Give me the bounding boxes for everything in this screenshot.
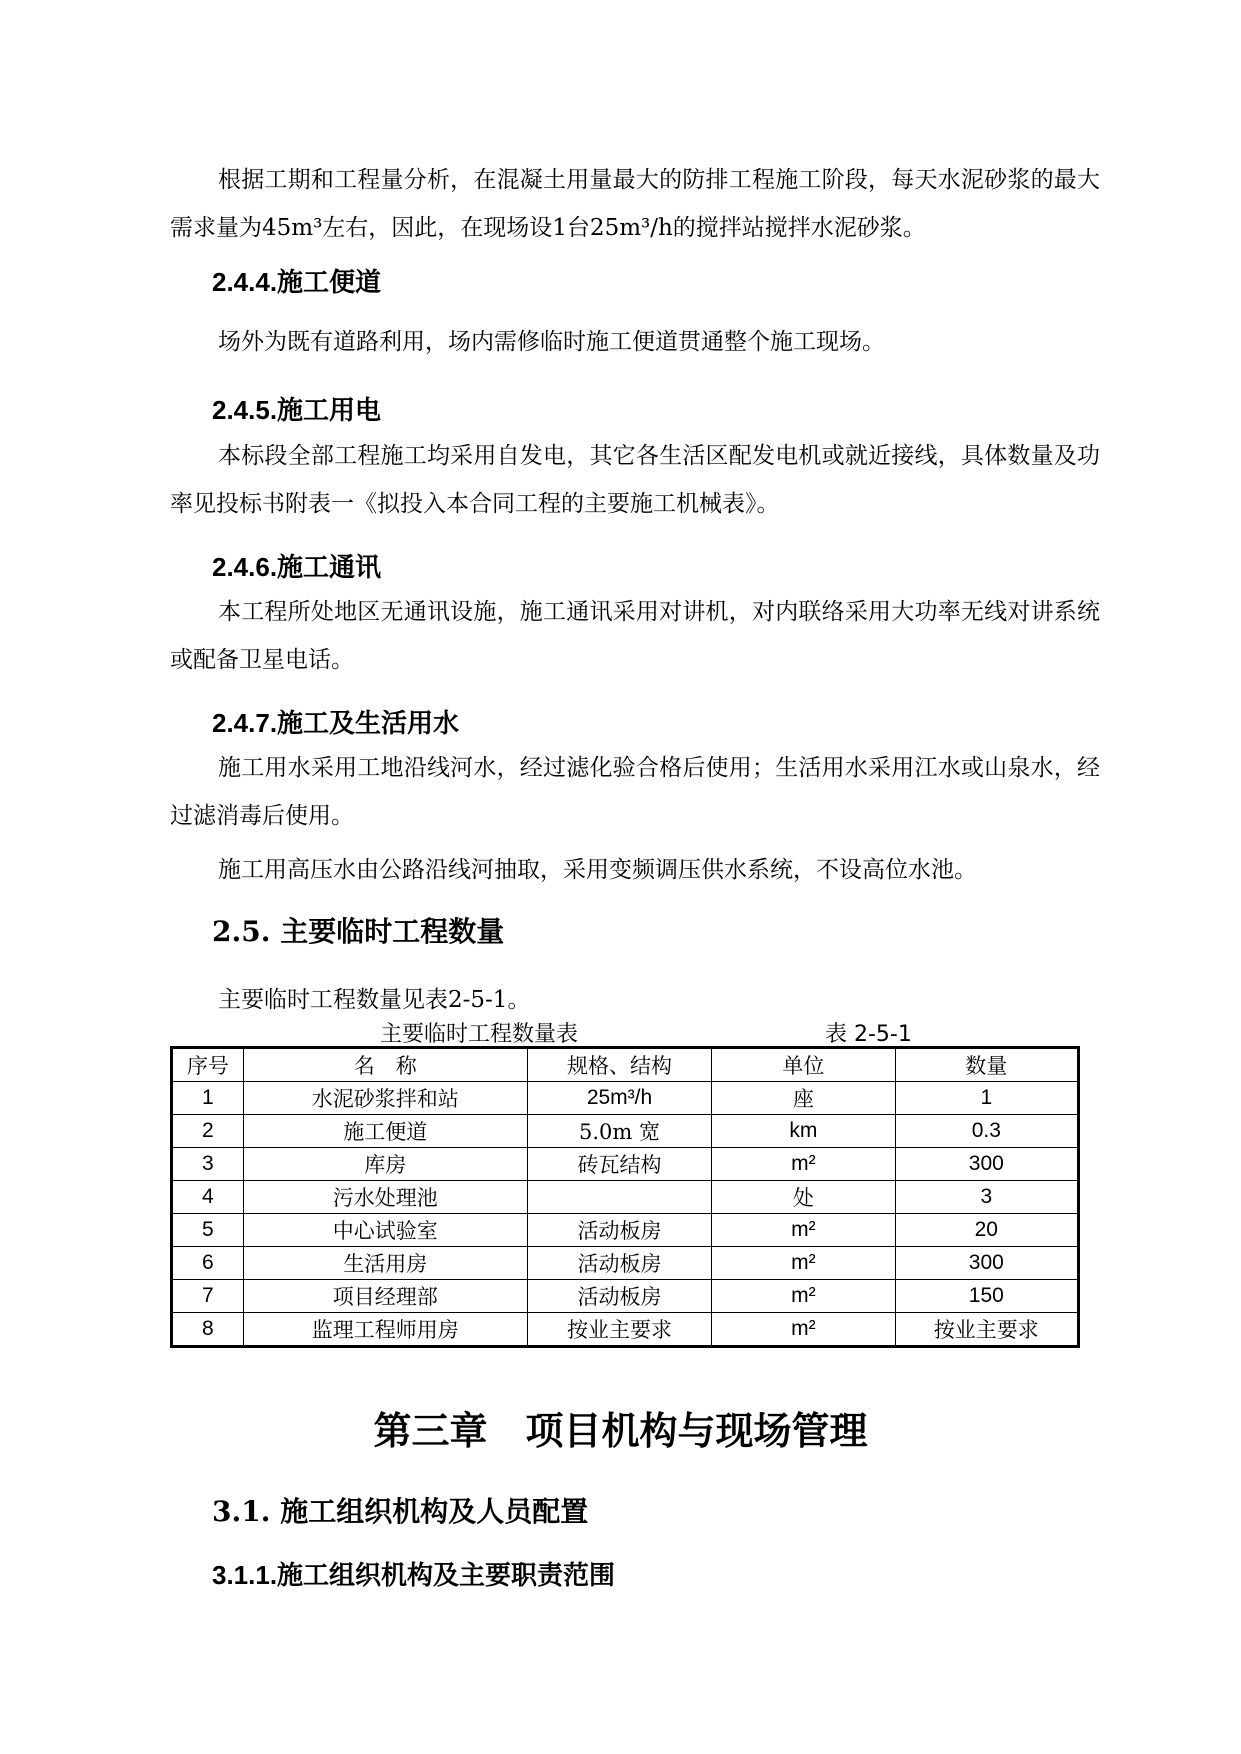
heading-2-4-6: 2.4.6.施工通讯 [212,552,382,582]
cell-unit: m² [712,1214,895,1247]
cell-quantity: 0.3 [895,1115,1078,1148]
cell-quantity: 300 [895,1247,1078,1280]
cell-spec: 砖瓦结构 [527,1148,711,1181]
paragraph-mixer-capacity: 根据工期和工程量分析，在混凝土用量最大的防排工程施工阶段，每天水泥砂浆的最大需求量为45m³左右，因此，在现场设1台25m³/h的搅拌站搅拌水泥砂浆。 [170,167,1100,241]
header-cell: 序号 [172,1048,244,1082]
cell-index: 1 [172,1082,244,1115]
cell-index: 4 [172,1181,244,1214]
cell-name: 水泥砂浆拌和站 [243,1082,527,1115]
heading-2-4-5: 2.4.5.施工用电 [212,395,382,425]
header-cell: 单位 [712,1048,895,1082]
table-header-row [172,1048,1079,1082]
cell-quantity: 20 [895,1214,1078,1247]
temporary-works-table [170,1046,1080,1348]
cell-spec [527,1181,711,1214]
table-title: 主要临时工程数量表 [380,1022,579,1047]
cell-unit: m² [712,1313,895,1347]
table-row [172,1214,1079,1247]
table-row [172,1181,1079,1214]
table-row [172,1115,1079,1148]
table-row [172,1247,1079,1280]
cell-name: 中心试验室 [243,1214,527,1247]
cell-quantity: 150 [895,1280,1078,1313]
cell-name: 污水处理池 [243,1181,527,1214]
cell-spec: 活动板房 [527,1214,711,1247]
cell-name: 项目经理部 [243,1280,527,1313]
table-row [172,1148,1079,1181]
cell-unit: km [712,1115,895,1148]
table-number: 表 2-5-1 [825,1022,912,1047]
table-row [172,1313,1079,1347]
cell-index: 5 [172,1214,244,1247]
heading-2-4-4: 2.4.4.施工便道 [212,267,382,297]
paragraph-table-reference: 主要临时工程数量见表2-5-1。 [218,987,531,1013]
cell-unit: 座 [712,1082,895,1115]
table-row [172,1280,1079,1313]
cell-quantity: 300 [895,1148,1078,1181]
cell-quantity: 按业主要求 [895,1313,1078,1347]
cell-unit: m² [712,1247,895,1280]
cell-spec: 5.0m 宽 [527,1115,711,1148]
header-cell: 规格、结构 [527,1048,711,1082]
paragraph-water-2: 施工用高压水由公路沿线河抽取，采用变频调压供水系统，不设高位水池。 [218,857,977,883]
heading-2-4-7: 2.4.7.施工及生活用水 [212,708,460,738]
cell-index: 6 [172,1247,244,1280]
chapter-3-title: 第三章 项目机构与现场管理 [373,1409,868,1453]
cell-quantity: 3 [895,1181,1078,1214]
cell-name: 库房 [243,1148,527,1181]
table-row [172,1082,1079,1115]
cell-index: 7 [172,1280,244,1313]
paragraph-communication: 本工程所处地区无通讯设施，施工通讯采用对讲机，对内联络采用大功率无线对讲系统或配备卫星电话。 [170,599,1100,673]
cell-name: 施工便道 [243,1115,527,1148]
cell-quantity: 1 [895,1082,1078,1115]
cell-name: 生活用房 [243,1247,527,1280]
cell-index: 8 [172,1313,244,1347]
header-cell: 数量 [895,1048,1078,1082]
cell-spec: 活动板房 [527,1247,711,1280]
heading-2-5: 2.5. 主要临时工程数量 [212,915,505,948]
cell-index: 2 [172,1115,244,1148]
cell-unit: m² [712,1280,895,1313]
cell-unit: 处 [712,1181,895,1214]
cell-spec: 按业主要求 [527,1313,711,1347]
header-cell: 名 称 [243,1048,527,1082]
cell-spec: 活动板房 [527,1280,711,1313]
cell-name: 监理工程师用房 [243,1313,527,1347]
paragraph-power: 本标段全部工程施工均采用自发电，其它各生活区配发电机或就近接线，具体数量及功率见投标书附表一《拟投入本合同工程的主要施工机械表》。 [170,443,1100,517]
paragraph-road: 场外为既有道路利用，场内需修临时施工便道贯通整个施工现场。 [218,329,885,355]
heading-3-1-1: 3.1.1.施工组织机构及主要职责范围 [212,1560,616,1590]
cell-unit: m² [712,1148,895,1181]
heading-3-1: 3.1. 施工组织机构及人员配置 [212,1495,589,1528]
cell-index: 3 [172,1148,244,1181]
paragraph-water-1: 施工用水采用工地沿线河水，经过滤化验合格后使用；生活用水采用江水或山泉水，经过滤消毒后使用。 [170,755,1100,829]
cell-spec: 25m³/h [527,1082,711,1115]
